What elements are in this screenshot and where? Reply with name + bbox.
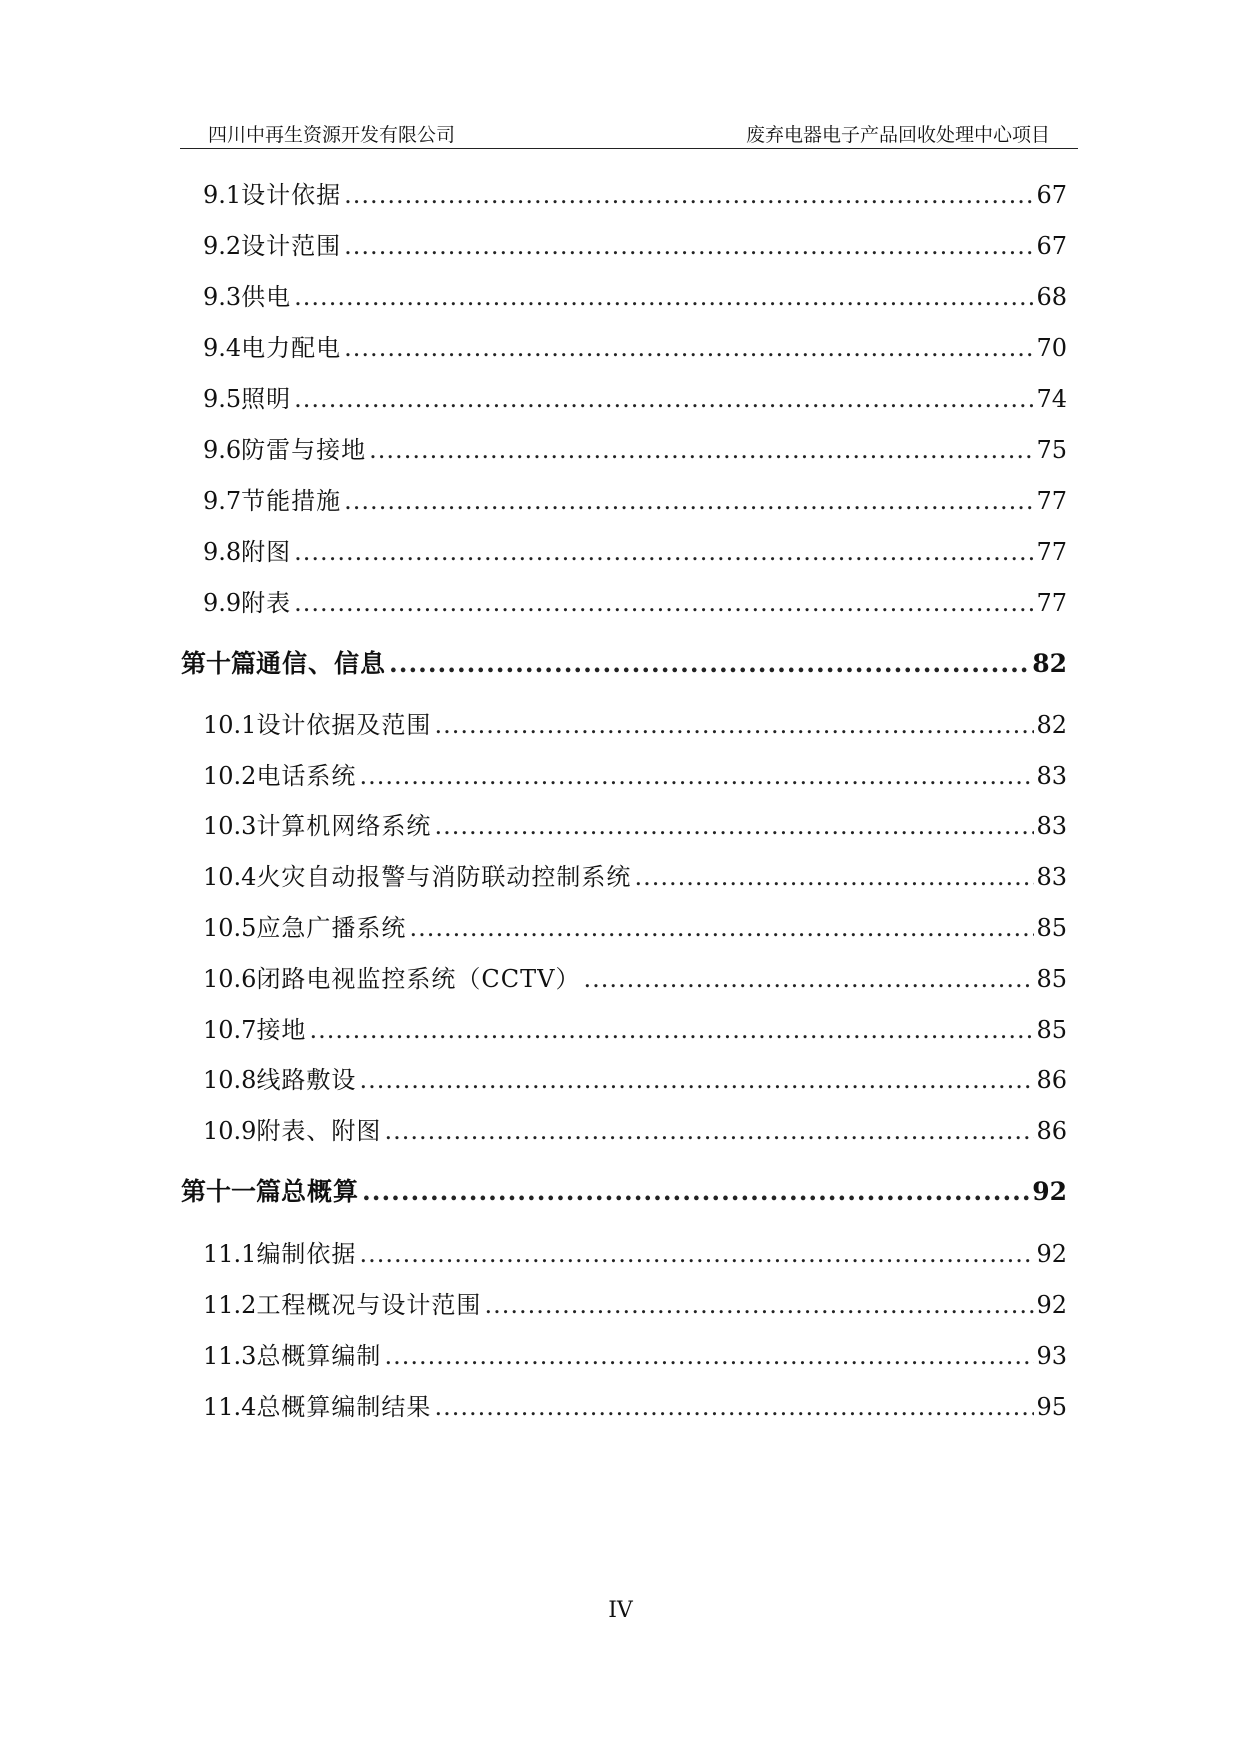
toc-entry[interactable] [203,379,1067,413]
toc-part-entry[interactable] [181,644,1067,678]
toc-entry-number: 10.5 [203,914,257,942]
toc-entry[interactable] [203,705,1067,739]
toc-entry-page: 83 [1036,812,1067,840]
toc-entry-number: 10.7 [203,1016,257,1044]
toc-dot-leader [484,1291,1034,1319]
toc-entry-page: 95 [1036,1393,1067,1421]
toc-entry-title: 火灾自动报警与消防联动控制系统 [256,863,632,891]
toc-entry[interactable] [203,430,1067,464]
toc-entry[interactable] [203,1387,1067,1421]
toc-entry-page: 67 [1036,232,1067,260]
toc-entry-number: 10.9 [203,1117,257,1145]
toc-entry-title: 线路敷设 [256,1066,357,1094]
toc-entry-title: 照明 [241,385,292,413]
toc-dot-leader [362,1177,1030,1206]
toc-entry-title: 附表、附图 [256,1117,382,1145]
toc-dot-leader [584,965,1035,993]
toc-entry-number: 9.7 [203,487,242,515]
toc-entry-page: 86 [1036,1066,1067,1094]
toc-entry-page: 75 [1036,436,1067,464]
toc-entry-number: 10.8 [203,1066,257,1094]
toc-entry-page: 85 [1036,1016,1067,1044]
toc-entry-number: 9.8 [203,538,242,566]
toc-entry-number: 10.2 [203,762,257,790]
toc-entry-number: 9.9 [203,589,242,617]
toc-entry-page: 93 [1036,1342,1067,1370]
toc-entry-page: 92 [1032,1177,1067,1206]
toc-entry-number: 10.6 [203,965,257,993]
toc-dot-leader [409,914,1034,942]
toc-entry-page: 83 [1036,762,1067,790]
toc-entry-title: 总概算 [281,1177,360,1206]
toc-entry[interactable] [203,806,1067,840]
toc-dot-leader [294,283,1034,311]
page-number: IV [608,1598,633,1623]
toc-entry-title: 附表 [241,589,292,617]
toc-entry-page: 68 [1036,283,1067,311]
toc-entry-title: 接地 [256,1016,307,1044]
toc-entry-page: 70 [1036,334,1067,362]
toc-entry[interactable] [203,1285,1067,1319]
toc-entry[interactable] [203,857,1067,891]
toc-entry-number: 第十篇 [181,649,257,678]
toc-entry-title: 应急广播系统 [256,914,407,942]
toc-entry-title: 防雷与接地 [241,436,367,464]
toc-entry-page: 85 [1036,914,1067,942]
toc-entry-page: 86 [1036,1117,1067,1145]
toc-entry-page: 82 [1032,649,1067,678]
toc-entry[interactable] [203,908,1067,942]
toc-entry-page: 82 [1036,711,1067,739]
page-header [180,120,1078,148]
toc-entry-title: 总概算编制 [256,1342,382,1370]
toc-entry-title: 节能措施 [241,487,342,515]
toc-dot-leader [434,812,1034,840]
toc-dot-leader [434,711,1034,739]
toc-dot-leader [389,649,1030,678]
toc-dot-leader [359,1066,1034,1094]
toc-dot-leader [294,589,1034,617]
toc-dot-leader [359,1240,1034,1268]
toc-dot-leader [309,1016,1034,1044]
toc-entry[interactable] [203,532,1067,566]
toc-entry-title: 附图 [241,538,292,566]
toc-entry[interactable] [203,583,1067,617]
toc-entry-number: 11.4 [203,1393,257,1421]
toc-entry[interactable] [203,959,1067,993]
toc-entry-page: 92 [1036,1240,1067,1268]
toc-entry-title: 设计范围 [241,232,342,260]
toc-entry-page: 77 [1036,487,1067,515]
toc-entry-page: 85 [1036,965,1067,993]
toc-entry-title: 供电 [241,283,292,311]
toc-entry[interactable] [203,277,1067,311]
toc-dot-leader [359,762,1034,790]
toc-entry-number: 10.4 [203,863,257,891]
toc-entry-number: 10.3 [203,812,257,840]
toc-entry-page: 77 [1036,589,1067,617]
toc-dot-leader [344,334,1034,362]
toc-entry-number: 9.1 [203,181,242,209]
toc-entry-title: 工程概况与设计范围 [256,1291,482,1319]
toc-entry-title: 总概算编制结果 [256,1393,432,1421]
toc-entry-number: 10.1 [203,711,257,739]
toc-dot-leader [369,436,1034,464]
toc-entry-title: 闭路电视监控系统（CCTV） [256,965,581,993]
toc-dot-leader [344,487,1034,515]
toc-entry-number: 11.3 [203,1342,257,1370]
toc-entry[interactable] [203,1336,1067,1370]
toc-entry[interactable] [203,1060,1067,1094]
toc-dot-leader [294,385,1034,413]
toc-entry-title: 通信、信息 [256,649,387,678]
toc-entry-number: 9.4 [203,334,242,362]
toc-entry[interactable] [203,1111,1067,1145]
toc-entry-page: 83 [1036,863,1067,891]
toc-entry-number: 11.1 [203,1240,257,1268]
toc-entry-number: 9.2 [203,232,242,260]
toc-entry-title: 设计依据 [241,181,342,209]
toc-dot-leader [434,1393,1034,1421]
toc-dot-leader [344,232,1034,260]
toc-entry-number: 11.2 [203,1291,257,1319]
toc-entry-title: 电力配电 [241,334,342,362]
toc-dot-leader [344,181,1034,209]
toc-entry-page: 74 [1036,385,1067,413]
toc-entry-title: 计算机网络系统 [256,812,432,840]
toc-entry[interactable] [203,1234,1067,1268]
toc-entry-number: 9.3 [203,283,242,311]
header-project-name: 废弃电器电子产品回收处理中心项目 [745,124,1050,146]
toc-entry-number: 第十一篇 [181,1177,282,1206]
toc-entry-page: 67 [1036,181,1067,209]
toc-entry-title: 电话系统 [256,762,357,790]
toc-dot-leader [384,1117,1034,1145]
toc-entry[interactable] [203,481,1067,515]
header-company-name: 四川中再生资源开发有限公司 [208,124,456,146]
toc-dot-leader [384,1342,1034,1370]
toc-entry[interactable] [203,1010,1067,1044]
toc-entry-title: 设计依据及范围 [256,711,432,739]
toc-entry-title: 编制依据 [256,1240,357,1268]
toc-entry[interactable] [203,226,1067,260]
toc-dot-leader [634,863,1034,891]
toc-entry-page: 92 [1036,1291,1067,1319]
toc-entry[interactable] [203,756,1067,790]
toc-entry-number: 9.5 [203,385,242,413]
toc-part-entry[interactable] [181,1172,1067,1206]
toc-entry[interactable] [203,328,1067,362]
toc-dot-leader [294,538,1034,566]
header-rule [180,148,1078,149]
toc-entry-number: 9.6 [203,436,242,464]
toc-entry[interactable] [203,175,1067,209]
toc-entry-page: 77 [1036,538,1067,566]
